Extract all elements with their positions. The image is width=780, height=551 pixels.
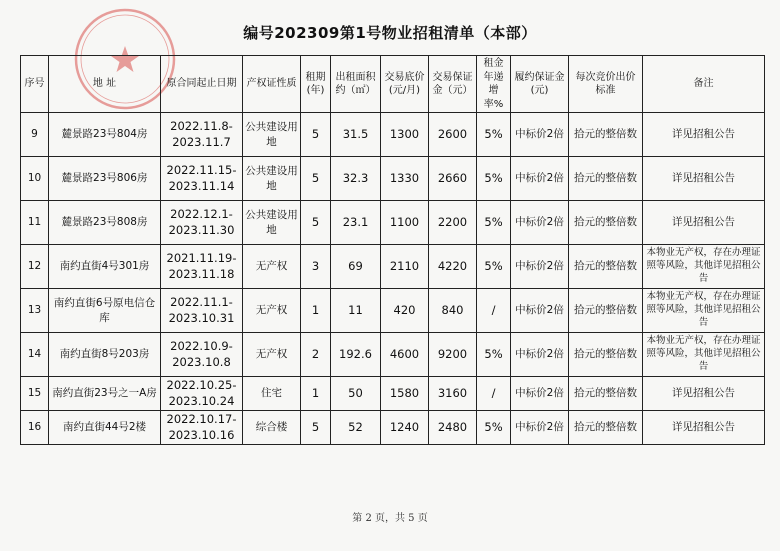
table-row <box>21 411 765 445</box>
cell-area: 192.6 <box>331 333 381 377</box>
header-cell: 交易底价(元/月) <box>381 56 429 113</box>
cell-bid: 拾元的整倍数 <box>569 411 643 445</box>
header-cell: 产权证性质 <box>243 56 301 113</box>
cell-deposit: 2660 <box>429 157 477 201</box>
cell-perf: 中标价2倍 <box>511 377 569 411</box>
cell-cert: 公共建设用地 <box>243 201 301 245</box>
cell-cert: 住宅 <box>243 377 301 411</box>
cell-price: 420 <box>381 289 429 333</box>
rental-listing-table <box>20 55 765 445</box>
cell-bid: 拾元的整倍数 <box>569 201 643 245</box>
table-row <box>21 113 765 157</box>
cell-price: 1300 <box>381 113 429 157</box>
cell-rate: 5% <box>477 113 511 157</box>
cell-area: 11 <box>331 289 381 333</box>
cell-rate: 5% <box>477 333 511 377</box>
page-footer: 第 2 页，共 5 页 <box>352 513 428 524</box>
cell-price: 2110 <box>381 245 429 289</box>
cell-area: 69 <box>331 245 381 289</box>
cell-no: 9 <box>21 113 49 157</box>
cell-deposit: 9200 <box>429 333 477 377</box>
cell-term: 5 <box>301 113 331 157</box>
cell-rate: 5% <box>477 157 511 201</box>
cell-rate: 5% <box>477 201 511 245</box>
cell-term: 1 <box>301 377 331 411</box>
header-cell: 每次竞价出价标准 <box>569 56 643 113</box>
cell-cert: 无产权 <box>243 289 301 333</box>
cell-deposit: 2200 <box>429 201 477 245</box>
cell-date: 2022.11.15-2023.11.14 <box>161 157 243 201</box>
cell-address: 麓景路23号806房 <box>49 157 161 201</box>
cell-perf: 中标价2倍 <box>511 289 569 333</box>
cell-rate: / <box>477 377 511 411</box>
cell-bid: 拾元的整倍数 <box>569 245 643 289</box>
cell-perf: 中标价2倍 <box>511 333 569 377</box>
cell-note: 详见招租公告 <box>643 377 765 411</box>
cell-note: 本物业无产权，存在办理证照等风险，其他详见招租公告 <box>643 245 765 289</box>
cell-rate: 5% <box>477 245 511 289</box>
cell-note: 详见招租公告 <box>643 411 765 445</box>
cell-perf: 中标价2倍 <box>511 411 569 445</box>
cell-deposit: 2480 <box>429 411 477 445</box>
cell-term: 5 <box>301 411 331 445</box>
cell-term: 1 <box>301 289 331 333</box>
cell-cert: 无产权 <box>243 333 301 377</box>
cell-bid: 拾元的整倍数 <box>569 377 643 411</box>
table-row <box>21 201 765 245</box>
cell-perf: 中标价2倍 <box>511 157 569 201</box>
cell-address: 麓景路23号808房 <box>49 201 161 245</box>
cell-price: 1330 <box>381 157 429 201</box>
cell-address: 南约直街4号301房 <box>49 245 161 289</box>
cell-address: 南约直街44号2楼 <box>49 411 161 445</box>
cell-bid: 拾元的整倍数 <box>569 333 643 377</box>
cell-note: 详见招租公告 <box>643 201 765 245</box>
cell-term: 5 <box>301 201 331 245</box>
cell-no: 16 <box>21 411 49 445</box>
document-title: 编号202309第1号物业招租清单（本部） <box>243 24 537 42</box>
cell-price: 1100 <box>381 201 429 245</box>
header-cell: 租期(年) <box>301 56 331 113</box>
cell-date: 2022.10.17-2023.10.16 <box>161 411 243 445</box>
cell-bid: 拾元的整倍数 <box>569 157 643 201</box>
cell-no: 12 <box>21 245 49 289</box>
cell-no: 10 <box>21 157 49 201</box>
cell-note: 本物业无产权，存在办理证照等风险，其他详见招租公告 <box>643 289 765 333</box>
header-cell: 履约保证金(元) <box>511 56 569 113</box>
cell-note: 详见招租公告 <box>643 113 765 157</box>
cell-area: 32.3 <box>331 157 381 201</box>
header-cell: 序号 <box>21 56 49 113</box>
header-cell: 地 址 <box>49 56 161 113</box>
cell-bid: 拾元的整倍数 <box>569 113 643 157</box>
cell-address: 南约直街6号原电信仓库 <box>49 289 161 333</box>
cell-price: 4600 <box>381 333 429 377</box>
cell-address: 麓景路23号804房 <box>49 113 161 157</box>
cell-area: 23.1 <box>331 201 381 245</box>
cell-date: 2021.11.19-2023.11.18 <box>161 245 243 289</box>
cell-perf: 中标价2倍 <box>511 113 569 157</box>
cell-area: 50 <box>331 377 381 411</box>
cell-date: 2022.11.8-2023.11.7 <box>161 113 243 157</box>
header-cell: 交易保证金（元） <box>429 56 477 113</box>
cell-cert: 公共建设用地 <box>243 113 301 157</box>
table-row <box>21 157 765 201</box>
cell-no: 11 <box>21 201 49 245</box>
table-header-row <box>21 56 765 113</box>
cell-term: 3 <box>301 245 331 289</box>
cell-deposit: 2600 <box>429 113 477 157</box>
cell-date: 2022.10.9-2023.10.8 <box>161 333 243 377</box>
table-row <box>21 333 765 377</box>
cell-deposit: 840 <box>429 289 477 333</box>
cell-no: 13 <box>21 289 49 333</box>
cell-date: 2022.10.25-2023.10.24 <box>161 377 243 411</box>
cell-no: 14 <box>21 333 49 377</box>
cell-deposit: 3160 <box>429 377 477 411</box>
cell-note: 本物业无产权，存在办理证照等风险，其他详见招租公告 <box>643 333 765 377</box>
table-row <box>21 377 765 411</box>
cell-bid: 拾元的整倍数 <box>569 289 643 333</box>
cell-note: 详见招租公告 <box>643 157 765 201</box>
header-cell: 租金年递增率% <box>477 56 511 113</box>
cell-rate: 5% <box>477 411 511 445</box>
header-cell: 原合同起止日期 <box>161 56 243 113</box>
cell-term: 2 <box>301 333 331 377</box>
cell-cert: 综合楼 <box>243 411 301 445</box>
table-row <box>21 245 765 289</box>
cell-perf: 中标价2倍 <box>511 245 569 289</box>
table-row <box>21 289 765 333</box>
cell-cert: 无产权 <box>243 245 301 289</box>
cell-area: 52 <box>331 411 381 445</box>
cell-term: 5 <box>301 157 331 201</box>
cell-date: 2022.12.1-2023.11.30 <box>161 201 243 245</box>
cell-no: 15 <box>21 377 49 411</box>
cell-price: 1240 <box>381 411 429 445</box>
cell-area: 31.5 <box>331 113 381 157</box>
cell-rate: / <box>477 289 511 333</box>
header-cell: 备注 <box>643 56 765 113</box>
cell-date: 2022.11.1-2023.10.31 <box>161 289 243 333</box>
cell-address: 南约直街23号之一A房 <box>49 377 161 411</box>
cell-address: 南约直街8号203房 <box>49 333 161 377</box>
cell-deposit: 4220 <box>429 245 477 289</box>
cell-perf: 中标价2倍 <box>511 201 569 245</box>
cell-price: 1580 <box>381 377 429 411</box>
header-cell: 出租面积约（㎡） <box>331 56 381 113</box>
cell-cert: 公共建设用地 <box>243 157 301 201</box>
